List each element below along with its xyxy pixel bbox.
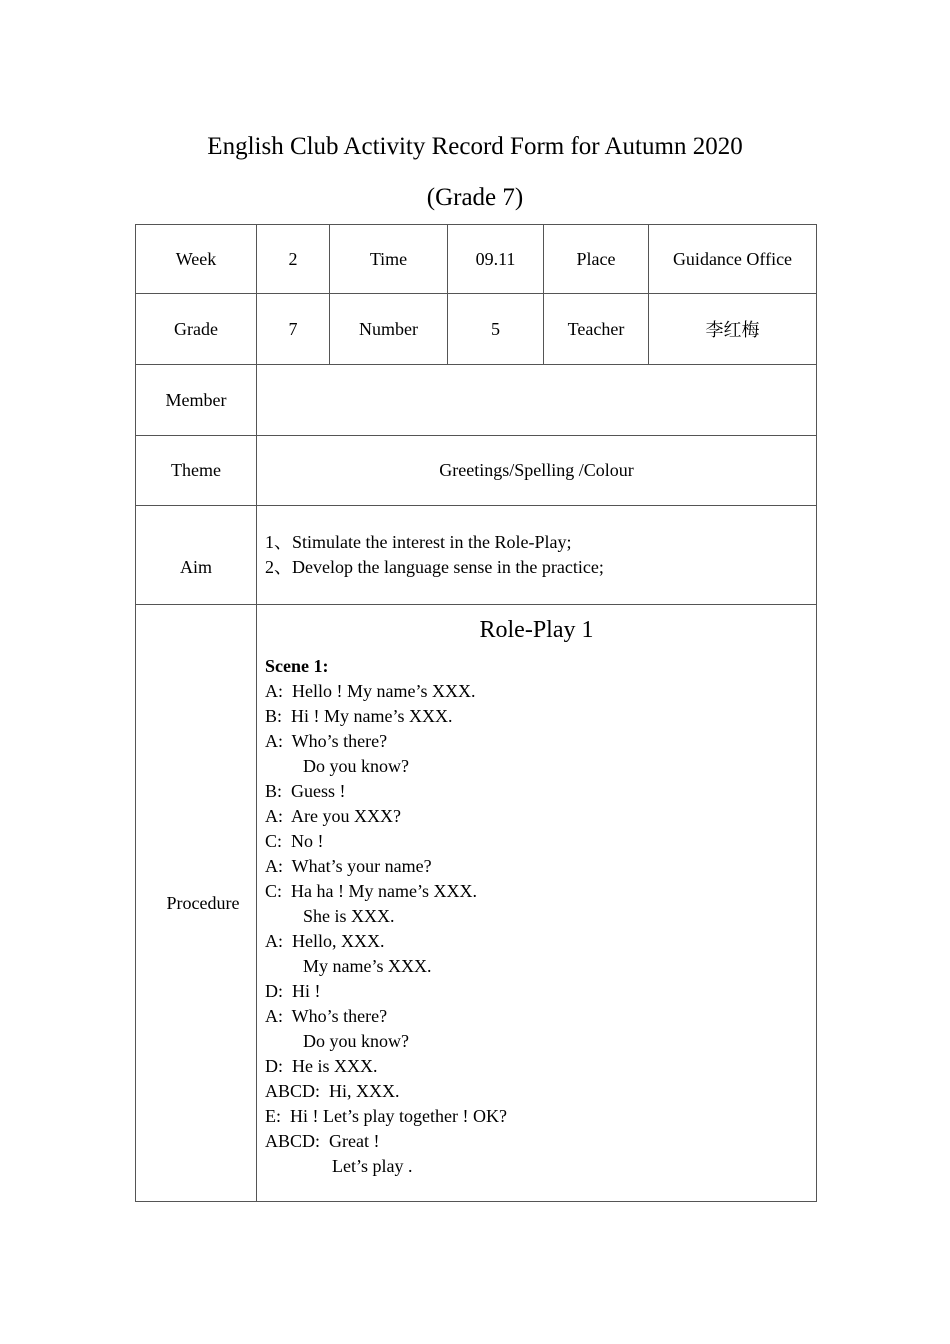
dialogue-line: Do you know? bbox=[303, 1031, 409, 1051]
row-week bbox=[136, 225, 817, 294]
number-value: 5 bbox=[448, 294, 544, 365]
dialogue-line: E: Hi ! Let’s play together ! OK? bbox=[265, 1106, 507, 1126]
scene-heading: Scene 1: bbox=[265, 656, 329, 676]
time-label: Time bbox=[330, 225, 448, 294]
theme-value: Greetings/Spelling /Colour bbox=[257, 436, 817, 506]
row-grade bbox=[136, 294, 817, 365]
dialogue-line: A: Hello, XXX. bbox=[265, 931, 385, 951]
dialogue-line: She is XXX. bbox=[303, 906, 395, 926]
teacher-value: 李红梅 bbox=[649, 294, 817, 365]
dialogue-line: A: Who’s there? bbox=[265, 1006, 388, 1026]
grade-value: 7 bbox=[257, 294, 330, 365]
dialogue-line: A: Are you XXX? bbox=[265, 806, 401, 826]
member-value bbox=[257, 365, 817, 436]
theme-label: Theme bbox=[136, 436, 257, 506]
dialogue-line: C: No ! bbox=[265, 831, 324, 851]
dialogue-line: D: He is XXX. bbox=[265, 1056, 378, 1076]
dialogue-line: B: Hi ! My name’s XXX. bbox=[265, 706, 453, 726]
form-subtitle: (Grade 7) bbox=[426, 184, 524, 211]
dialogue-line: ABCD: Hi, XXX. bbox=[265, 1081, 400, 1101]
week-value: 2 bbox=[257, 225, 330, 294]
grade-label: Grade bbox=[136, 294, 257, 365]
aim-label: Aim bbox=[136, 506, 257, 605]
dialogue-line: Do you know? bbox=[303, 756, 409, 776]
teacher-label: Teacher bbox=[544, 294, 649, 365]
dialogue-line: A: What’s your name? bbox=[265, 856, 432, 876]
week-label: Week bbox=[136, 225, 257, 294]
place-label: Place bbox=[544, 225, 649, 294]
member-label: Member bbox=[136, 365, 257, 436]
dialogue-line: A: Hello ! My name’s XXX. bbox=[265, 681, 476, 701]
place-value: Guidance Office bbox=[649, 225, 817, 294]
dialogue-line: C: Ha ha ! My name’s XXX. bbox=[265, 881, 477, 901]
dialogue-line: My name’s XXX. bbox=[303, 956, 432, 976]
dialogue-line: B: Guess ! bbox=[265, 781, 346, 801]
aim-content bbox=[257, 506, 817, 605]
row-procedure bbox=[136, 605, 817, 1202]
number-label: Number bbox=[330, 294, 448, 365]
aim-item: 2、Develop the language sense in the practice; bbox=[265, 557, 604, 577]
record-form-table bbox=[135, 224, 817, 1202]
role-play-heading: Role-Play 1 bbox=[479, 617, 594, 643]
time-value: 09.11 bbox=[448, 225, 544, 294]
procedure-content bbox=[257, 605, 817, 1202]
dialogue-line: ABCD: Great ! bbox=[265, 1131, 380, 1151]
dialogue-line: A: Who’s there? bbox=[265, 731, 388, 751]
dialogue-line: Let’s play . bbox=[332, 1156, 413, 1176]
form-title: English Club Activity Record Form for Autumn 2020 bbox=[207, 133, 743, 160]
row-aim bbox=[136, 506, 817, 605]
procedure-label: Procedure bbox=[136, 605, 257, 1202]
aim-item: 1、Stimulate the interest in the Role-Play; bbox=[265, 532, 572, 552]
row-theme bbox=[136, 436, 817, 506]
row-member bbox=[136, 365, 817, 436]
dialogue-line: D: Hi ! bbox=[265, 981, 321, 1001]
